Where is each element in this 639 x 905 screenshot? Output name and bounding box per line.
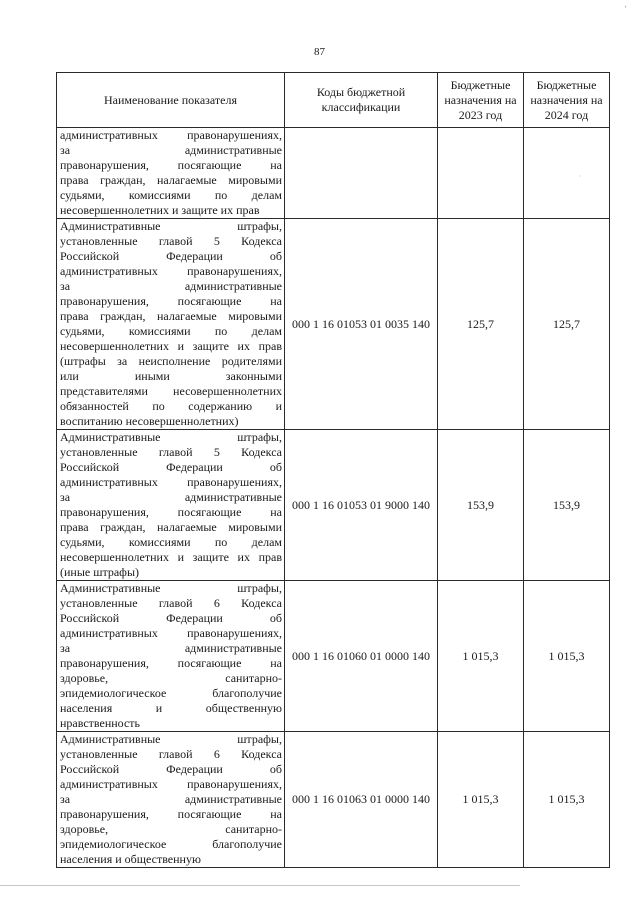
indicator-name-line: Российской Федерации об	[60, 611, 282, 625]
indicator-name-line: здоровье, санитарно-	[60, 822, 282, 836]
table-header-row	[57, 73, 610, 128]
value-2024-cell	[524, 128, 610, 219]
budget-code-cell: 000 1 16 01053 01 9000 140	[285, 430, 438, 581]
page-number: 87	[314, 46, 325, 58]
indicator-name-line: правонарушения, посягающие на	[60, 158, 282, 172]
indicator-name-line: обязанностей по содержанию и	[60, 399, 282, 413]
indicator-name-line: Административные штрафы,	[60, 732, 282, 746]
table-row	[57, 732, 610, 868]
indicator-name-line: установленные главой 5 Кодекса	[60, 445, 282, 459]
indicator-name-line: установленные главой 6 Кодекса	[60, 596, 282, 610]
indicator-name-line: права граждан, налагаемые мировыми	[60, 520, 282, 534]
indicator-name-line: административных правонарушениях,	[60, 626, 282, 640]
table-row	[57, 128, 610, 219]
indicator-name-line: правонарушения, посягающие на	[60, 505, 282, 519]
scan-mark: ·	[579, 172, 582, 181]
indicator-name-line: за административные	[60, 641, 282, 655]
indicator-name-line: населения и общественную	[60, 852, 201, 866]
indicator-name-cell	[57, 732, 285, 868]
table-row	[57, 219, 610, 430]
indicator-name-line: эпидемиологическое благополучие	[60, 686, 282, 700]
indicator-name-line: несовершеннолетних и защите их прав	[60, 203, 260, 217]
header-2023: Бюджетные назначения на 2023 год	[438, 73, 524, 128]
indicator-name-line: здоровье, санитарно-	[60, 671, 282, 685]
value-2024-cell: 1 015,3	[524, 581, 610, 732]
indicator-name-line: Административные штрафы,	[60, 430, 282, 444]
indicator-name-line: (иные штрафы)	[60, 565, 140, 579]
header-code: Коды бюджетной классификации	[285, 73, 438, 128]
indicator-name-line: за административные	[60, 279, 282, 293]
indicator-name-line: административных правонарушениях,	[60, 264, 282, 278]
indicator-name-line: права граждан, налагаемые мировыми	[60, 309, 282, 323]
value-2023-cell: 1 015,3	[438, 732, 524, 868]
table-row	[57, 581, 610, 732]
indicator-name-line: права граждан, налагаемые мировыми	[60, 173, 282, 187]
value-2023-cell: 125,7	[438, 219, 524, 430]
indicator-name-line: правонарушения, посягающие на	[60, 807, 282, 821]
scan-edge-line	[0, 885, 520, 886]
table-body	[57, 128, 610, 868]
indicator-name-line: Административные штрафы,	[60, 581, 282, 595]
indicator-name-cell	[57, 219, 285, 430]
indicator-name-line: нравственность	[60, 716, 141, 730]
budget-code-cell: 000 1 16 01053 01 0035 140	[285, 219, 438, 430]
indicator-name-line: Российской Федерации об	[60, 762, 282, 776]
scan-mark: ʻ	[624, 4, 627, 13]
indicator-name-line: административных правонарушениях,	[60, 128, 282, 142]
indicator-name-line: за административные	[60, 143, 282, 157]
indicator-name-line: установленные главой 5 Кодекса	[60, 234, 282, 248]
budget-table	[56, 72, 610, 868]
indicator-name-line: судьями, комиссиями по делам	[60, 188, 282, 202]
indicator-name-line: Российской Федерации об	[60, 249, 282, 263]
indicator-name-line: судьями, комиссиями по делам	[60, 324, 282, 338]
indicator-name-line: или иными законными	[60, 369, 282, 383]
indicator-name-cell	[57, 430, 285, 581]
indicator-name-line: населения и общественную	[60, 701, 282, 715]
value-2024-cell: 125,7	[524, 219, 610, 430]
value-2023-cell: 153,9	[438, 430, 524, 581]
indicator-name-line: (штрафы за неисполнение родителями	[60, 354, 282, 368]
indicator-name-line: за административные	[60, 792, 282, 806]
indicator-name-cell	[57, 128, 285, 219]
indicator-name-line: за административные	[60, 490, 282, 504]
budget-code-cell: 000 1 16 01063 01 0000 140	[285, 732, 438, 868]
table-row	[57, 430, 610, 581]
value-2023-cell	[438, 128, 524, 219]
value-2023-cell: 1 015,3	[438, 581, 524, 732]
indicator-name-cell	[57, 581, 285, 732]
indicator-name-line: эпидемиологическое благополучие	[60, 837, 282, 851]
indicator-name-line: несовершеннолетних и защите их прав	[60, 550, 282, 564]
indicator-name-line: представителями несовершеннолетних	[60, 384, 282, 398]
header-name: Наименование показателя	[57, 73, 285, 128]
budget-code-cell: 000 1 16 01060 01 0000 140	[285, 581, 438, 732]
indicator-name-line: Российской Федерации об	[60, 460, 282, 474]
indicator-name-line: установленные главой 6 Кодекса	[60, 747, 282, 761]
indicator-name-line: правонарушения, посягающие на	[60, 294, 282, 308]
indicator-name-line: административных правонарушениях,	[60, 777, 282, 791]
indicator-name-line: несовершеннолетних и защите их прав	[60, 339, 282, 353]
indicator-name-line: Административные штрафы,	[60, 219, 282, 233]
header-2024: Бюджетные назначения на 2024 год	[524, 73, 610, 128]
budget-code-cell	[285, 128, 438, 219]
indicator-name-line: правонарушения, посягающие на	[60, 656, 282, 670]
indicator-name-line: судьями, комиссиями по делам	[60, 535, 282, 549]
indicator-name-line: административных правонарушениях,	[60, 475, 282, 489]
value-2024-cell: 153,9	[524, 430, 610, 581]
indicator-name-line: воспитанию несовершеннолетних)	[60, 414, 239, 428]
value-2024-cell: 1 015,3	[524, 732, 610, 868]
